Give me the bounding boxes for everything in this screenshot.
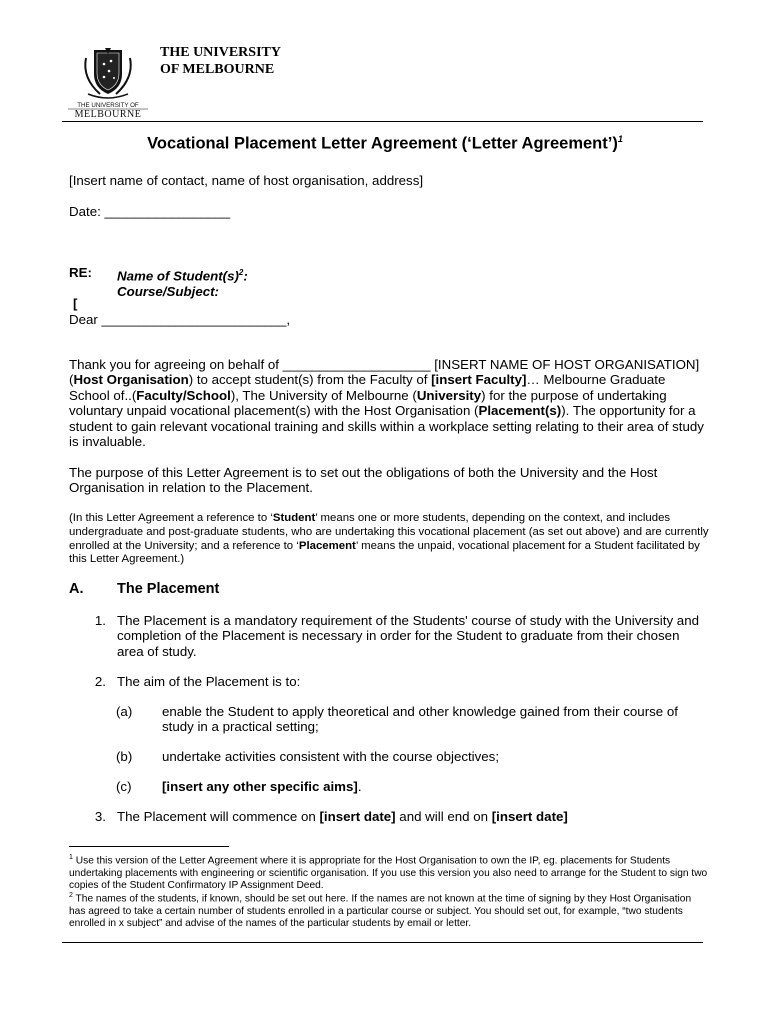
item-1-number: 1. <box>94 613 106 628</box>
sub-c-label: (c) <box>116 779 132 794</box>
re-fields: Name of $Student(s)^2$: Course/Subject: <box>117 268 248 300</box>
item-1-text: The Placement is a mandatory requirement of the Students' course of study with the University and completion of the Placement is necessary in order for the Student to graduate from their chosen area of study. <box>117 613 699 659</box>
footnote-1: $^1$ Use this version of the Letter Agreement where it is appropriate for the Host Organisation to own the IP, eg. placements for Students undertaking placements with engineering or scientific organisation. If you use this version you also need to arrange for the Student to sign two copies of the Student Confirmatory IP Assignment Deed. <box>69 854 708 892</box>
sub-a-label: (a) <box>116 704 133 719</box>
bottom-divider <box>62 942 703 943</box>
definitions-paragraph: (In this Letter Agreement a reference to ‘Student’ means one or more students, depending on the context, and includes undergraduate and post-graduate students, who are undertaking this vocational placement (as set out above) and are currently enrolled at the University; and a reference to ‘Placement’ means the unpaid, vocational placement for a Student facilitated by this Letter Agreement.) <box>69 512 709 566</box>
item-2-text: The aim of the Placement is to: <box>117 674 301 689</box>
footnote-divider <box>69 846 229 847</box>
purpose-paragraph: The purpose of this Letter Agreement is to set out the obligations of both the University and the Host Organisation in relation to the Placement. <box>69 465 658 496</box>
item-2-number: 2. <box>94 674 106 689</box>
university-name: THE UNIVERSITY OF MELBOURNE <box>160 45 281 77</box>
item-3-text: The Placement will commence on [insert date] and will end on [insert date] <box>117 809 568 824</box>
section-a-title: The Placement <box>117 581 220 597</box>
salutation: Dear _________________________, <box>69 312 291 327</box>
document-title: Vocational Placement Letter Agreement (‘Letter Agreement’)$^1$ <box>147 134 623 153</box>
sub-b-label: (b) <box>116 749 133 764</box>
date-line: Date: _________________ <box>69 204 231 219</box>
header-divider <box>62 121 703 122</box>
item-3-number: 3. <box>94 809 106 824</box>
sub-a-text: enable the Student to apply theoretical and other knowledge gained from their course of study in a practical setting; <box>162 704 678 735</box>
section-a-letter: A. <box>69 581 84 597</box>
intro-paragraph: Thank you for agreeing on behalf of ____________________ [INSERT NAME OF HOST ORGANISATION] (Host Organisation) to accept student(s) from the Faculty of [insert Faculty]… Melbourne Graduate School of..(Faculty/School), The University of Melbourne (University) for the purpose of undertaking voluntary unpaid vocational placement(s) with the Host Organisation (Placement(s)). The opportunity for a student to gain relevant vocational training and skills within a workplace setting relating to their area of study is invaluable. <box>69 357 704 450</box>
re-label: RE: <box>69 265 92 280</box>
svg-text:THE UNIVERSITY OF: THE UNIVERSITY OF <box>77 102 139 109</box>
re-bracket: [ <box>73 296 78 311</box>
sub-c-text: [insert any other specific aims]. <box>162 779 362 794</box>
sub-b-text: undertake activities consistent with the course objectives; <box>162 749 500 764</box>
university-logo <box>64 44 152 118</box>
footnote-2: $^2$ The names of the students, if known, should be set out here. If the names are not known at the time of signing by they Host Organisation has agreed to take a certain number of students enrolled in a particular course or subject. You should set out, for example, “two students enrolled in x subject” and advise of the names of the particular students by email or letter. <box>69 892 692 930</box>
address-line: [Insert name of contact, name of host organisation, address] <box>69 173 424 188</box>
svg-text:MELBOURNE: MELBOURNE <box>74 109 142 118</box>
